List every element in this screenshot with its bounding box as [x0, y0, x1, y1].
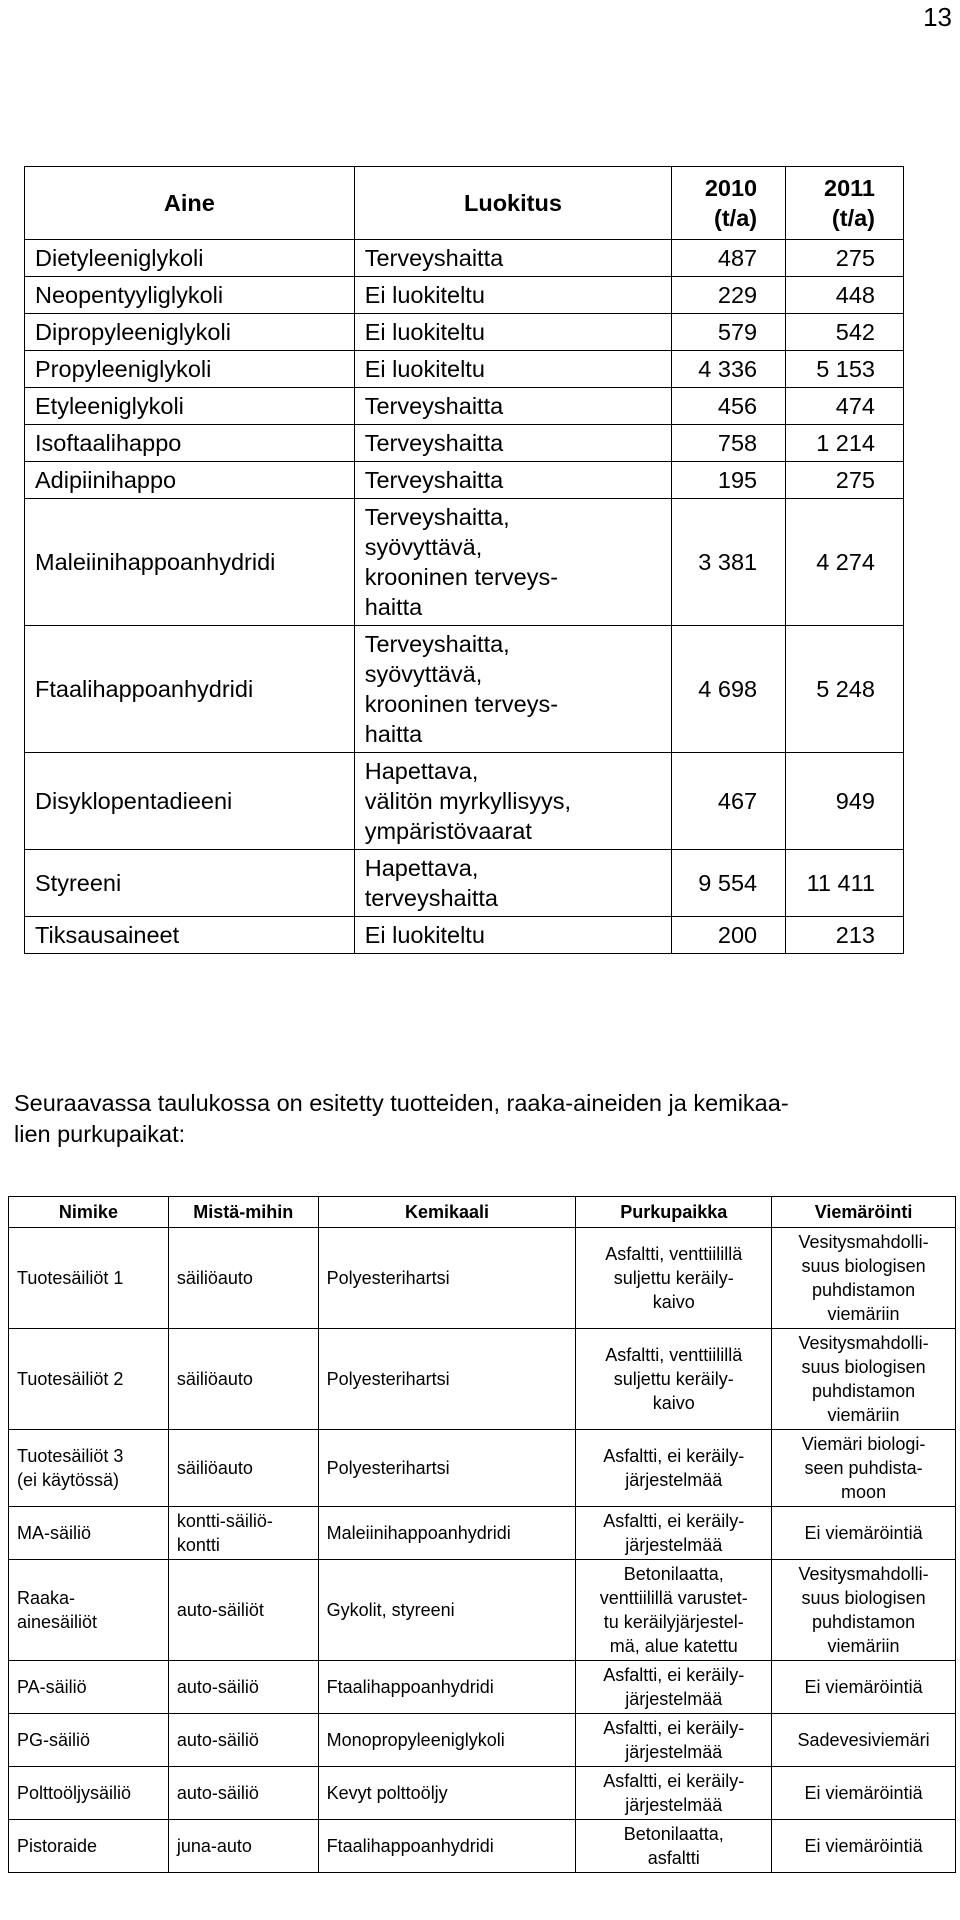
cell-aine: Disyklopentadieeni	[25, 753, 355, 850]
cell-luokitus: Hapettava, välitön myrkyllisyys, ympäristövaarat	[354, 753, 671, 850]
cell-luokitus: Terveyshaitta, syövyttävä, krooninen terveys- haitta	[354, 626, 671, 753]
cell-mista-mihin: säiliöauto	[168, 1430, 318, 1507]
cell-aine: Neopentyyliglykoli	[25, 277, 355, 314]
cell-aine: Propyleeniglykoli	[25, 351, 355, 388]
cell-2010: 4 336	[672, 351, 786, 388]
table-row	[9, 1661, 956, 1714]
cell-kemikaali: Gykolit, styreeni	[318, 1560, 576, 1661]
cell-nimike: Tuotesäiliöt 1	[9, 1228, 169, 1329]
header-viemarointi: Viemäröinti	[772, 1197, 956, 1228]
table-row	[25, 351, 904, 388]
table-row	[25, 425, 904, 462]
cell-purkupaikka: Asfaltti, venttiilillä suljettu keräily- kaivo	[576, 1329, 772, 1430]
header-2011	[786, 167, 904, 240]
substances-table	[24, 166, 904, 954]
cell-2011: 11 411	[786, 850, 904, 917]
table-row	[25, 240, 904, 277]
unloading-table-header	[9, 1197, 956, 1228]
header-nimike: Nimike	[9, 1197, 169, 1228]
substances-table-body	[25, 240, 904, 954]
cell-viemarointi: Ei viemäröintiä	[772, 1507, 956, 1560]
header-kemikaali: Kemikaali	[318, 1197, 576, 1228]
intro-line-2: lien purkupaikat:	[14, 1121, 186, 1147]
header-2010-year: 2010	[704, 175, 758, 201]
cell-purkupaikka: Asfaltti, ei keräily- järjestelmää	[576, 1430, 772, 1507]
cell-viemarointi: Ei viemäröintiä	[772, 1820, 956, 1873]
cell-2010: 229	[672, 277, 786, 314]
cell-kemikaali: Monopropyleeniglykoli	[318, 1714, 576, 1767]
cell-aine: Maleiinihappoanhydridi	[25, 499, 355, 626]
cell-2011: 949	[786, 753, 904, 850]
cell-nimike: PA-säiliö	[9, 1661, 169, 1714]
cell-mista-mihin: juna-auto	[168, 1820, 318, 1873]
cell-purkupaikka: Asfaltti, ei keräily- järjestelmää	[576, 1661, 772, 1714]
cell-purkupaikka: Asfaltti, ei keräily- järjestelmää	[576, 1507, 772, 1560]
cell-2010: 456	[672, 388, 786, 425]
cell-2010: 9 554	[672, 850, 786, 917]
cell-2011: 1 214	[786, 425, 904, 462]
table-row	[9, 1430, 956, 1507]
cell-viemarointi: Sadevesiviemäri	[772, 1714, 956, 1767]
cell-nimike: Tuotesäiliöt 2	[9, 1329, 169, 1430]
cell-viemarointi: Ei viemäröintiä	[772, 1767, 956, 1820]
cell-purkupaikka: Betonilaatta, asfaltti	[576, 1820, 772, 1873]
table-row	[25, 753, 904, 850]
cell-2010: 579	[672, 314, 786, 351]
intro-line-1: Seuraavassa taulukossa on esitetty tuotteiden, raaka-aineiden ja kemikaa-	[14, 1090, 789, 1116]
cell-2011: 4 274	[786, 499, 904, 626]
cell-mista-mihin: auto-säiliö	[168, 1714, 318, 1767]
cell-2010: 200	[672, 917, 786, 954]
header-aine: Aine	[25, 167, 355, 240]
cell-purkupaikka: Betonilaatta, venttiilillä varustet- tu keräilyjärjestel- mä, alue katettu	[576, 1560, 772, 1661]
cell-kemikaali: Polyesterihartsi	[318, 1329, 576, 1430]
cell-purkupaikka: Asfaltti, venttiilillä suljettu keräily- kaivo	[576, 1228, 772, 1329]
cell-mista-mihin: kontti-säiliö- kontti	[168, 1507, 318, 1560]
table-row	[25, 388, 904, 425]
cell-2011: 275	[786, 462, 904, 499]
table-row	[25, 850, 904, 917]
cell-2011: 5 248	[786, 626, 904, 753]
intro-paragraph	[14, 1088, 944, 1150]
cell-2010: 758	[672, 425, 786, 462]
cell-luokitus: Ei luokiteltu	[354, 917, 671, 954]
cell-aine: Isoftaalihappo	[25, 425, 355, 462]
cell-nimike: Tuotesäiliöt 3 (ei käytössä)	[9, 1430, 169, 1507]
cell-2010: 487	[672, 240, 786, 277]
cell-luokitus: Hapettava, terveyshaitta	[354, 850, 671, 917]
cell-aine: Dipropyleeniglykoli	[25, 314, 355, 351]
table-row	[9, 1329, 956, 1430]
table-row	[25, 462, 904, 499]
cell-mista-mihin: säiliöauto	[168, 1329, 318, 1430]
cell-luokitus: Terveyshaitta	[354, 388, 671, 425]
unloading-table	[8, 1196, 956, 1873]
table-row	[25, 917, 904, 954]
header-luokitus: Luokitus	[354, 167, 671, 240]
cell-mista-mihin: auto-säiliö	[168, 1661, 318, 1714]
cell-2010: 3 381	[672, 499, 786, 626]
cell-aine: Styreeni	[25, 850, 355, 917]
cell-mista-mihin: säiliöauto	[168, 1228, 318, 1329]
table-row	[9, 1714, 956, 1767]
header-2011-year: 2011	[824, 175, 875, 201]
page-number: 13	[923, 2, 952, 32]
cell-luokitus: Ei luokiteltu	[354, 314, 671, 351]
cell-aine: Adipiinihappo	[25, 462, 355, 499]
cell-2011: 448	[786, 277, 904, 314]
cell-2011: 542	[786, 314, 904, 351]
cell-aine: Ftaalihappoanhydridi	[25, 626, 355, 753]
cell-kemikaali: Maleiinihappoanhydridi	[318, 1507, 576, 1560]
header-purkupaikka: Purkupaikka	[576, 1197, 772, 1228]
cell-nimike: Pistoraide	[9, 1820, 169, 1873]
cell-kemikaali: Ftaalihappoanhydridi	[318, 1661, 576, 1714]
cell-viemarointi: Viemäri biologi- seen puhdista- moon	[772, 1430, 956, 1507]
cell-viemarointi: Vesitysmahdolli- suus biologisen puhdistamon viemäriin	[772, 1329, 956, 1430]
cell-2011: 275	[786, 240, 904, 277]
cell-2011: 474	[786, 388, 904, 425]
table-row	[25, 314, 904, 351]
cell-luokitus: Terveyshaitta	[354, 425, 671, 462]
cell-luokitus: Terveyshaitta, syövyttävä, krooninen terveys- haitta	[354, 499, 671, 626]
cell-kemikaali: Polyesterihartsi	[318, 1228, 576, 1329]
cell-luokitus: Terveyshaitta	[354, 240, 671, 277]
cell-kemikaali: Kevyt polttoöljy	[318, 1767, 576, 1820]
cell-2011: 5 153	[786, 351, 904, 388]
cell-luokitus: Ei luokiteltu	[354, 277, 671, 314]
unloading-table-body	[9, 1228, 956, 1873]
cell-nimike: PG-säiliö	[9, 1714, 169, 1767]
table-row	[9, 1820, 956, 1873]
cell-luokitus: Terveyshaitta	[354, 462, 671, 499]
cell-nimike: MA-säiliö	[9, 1507, 169, 1560]
header-mista-mihin: Mistä-mihin	[168, 1197, 318, 1228]
cell-mista-mihin: auto-säiliö	[168, 1767, 318, 1820]
cell-nimike: Polttoöljysäiliö	[9, 1767, 169, 1820]
table-row	[9, 1228, 956, 1329]
substances-table-header	[25, 167, 904, 240]
cell-aine: Dietyleeniglykoli	[25, 240, 355, 277]
table-row	[25, 277, 904, 314]
table-row	[25, 499, 904, 626]
cell-aine: Etyleeniglykoli	[25, 388, 355, 425]
table-row	[25, 626, 904, 753]
cell-viemarointi: Ei viemäröintiä	[772, 1661, 956, 1714]
header-2011-unit: (t/a)	[831, 205, 875, 231]
cell-purkupaikka: Asfaltti, ei keräily- järjestelmää	[576, 1767, 772, 1820]
cell-aine: Tiksausaineet	[25, 917, 355, 954]
cell-2010: 4 698	[672, 626, 786, 753]
header-2010-unit: (t/a)	[714, 205, 758, 231]
table-row	[9, 1560, 956, 1661]
cell-2010: 195	[672, 462, 786, 499]
table-row	[9, 1767, 956, 1820]
cell-nimike: Raaka- ainesäiliöt	[9, 1560, 169, 1661]
cell-luokitus: Ei luokiteltu	[354, 351, 671, 388]
cell-mista-mihin: auto-säiliöt	[168, 1560, 318, 1661]
cell-viemarointi: Vesitysmahdolli- suus biologisen puhdistamon viemäriin	[772, 1228, 956, 1329]
cell-2010: 467	[672, 753, 786, 850]
cell-purkupaikka: Asfaltti, ei keräily- järjestelmää	[576, 1714, 772, 1767]
header-2010	[672, 167, 786, 240]
cell-kemikaali: Ftaalihappoanhydridi	[318, 1820, 576, 1873]
cell-viemarointi: Vesitysmahdolli- suus biologisen puhdistamon viemäriin	[772, 1560, 956, 1661]
cell-kemikaali: Polyesterihartsi	[318, 1430, 576, 1507]
table-row	[9, 1507, 956, 1560]
cell-2011: 213	[786, 917, 904, 954]
